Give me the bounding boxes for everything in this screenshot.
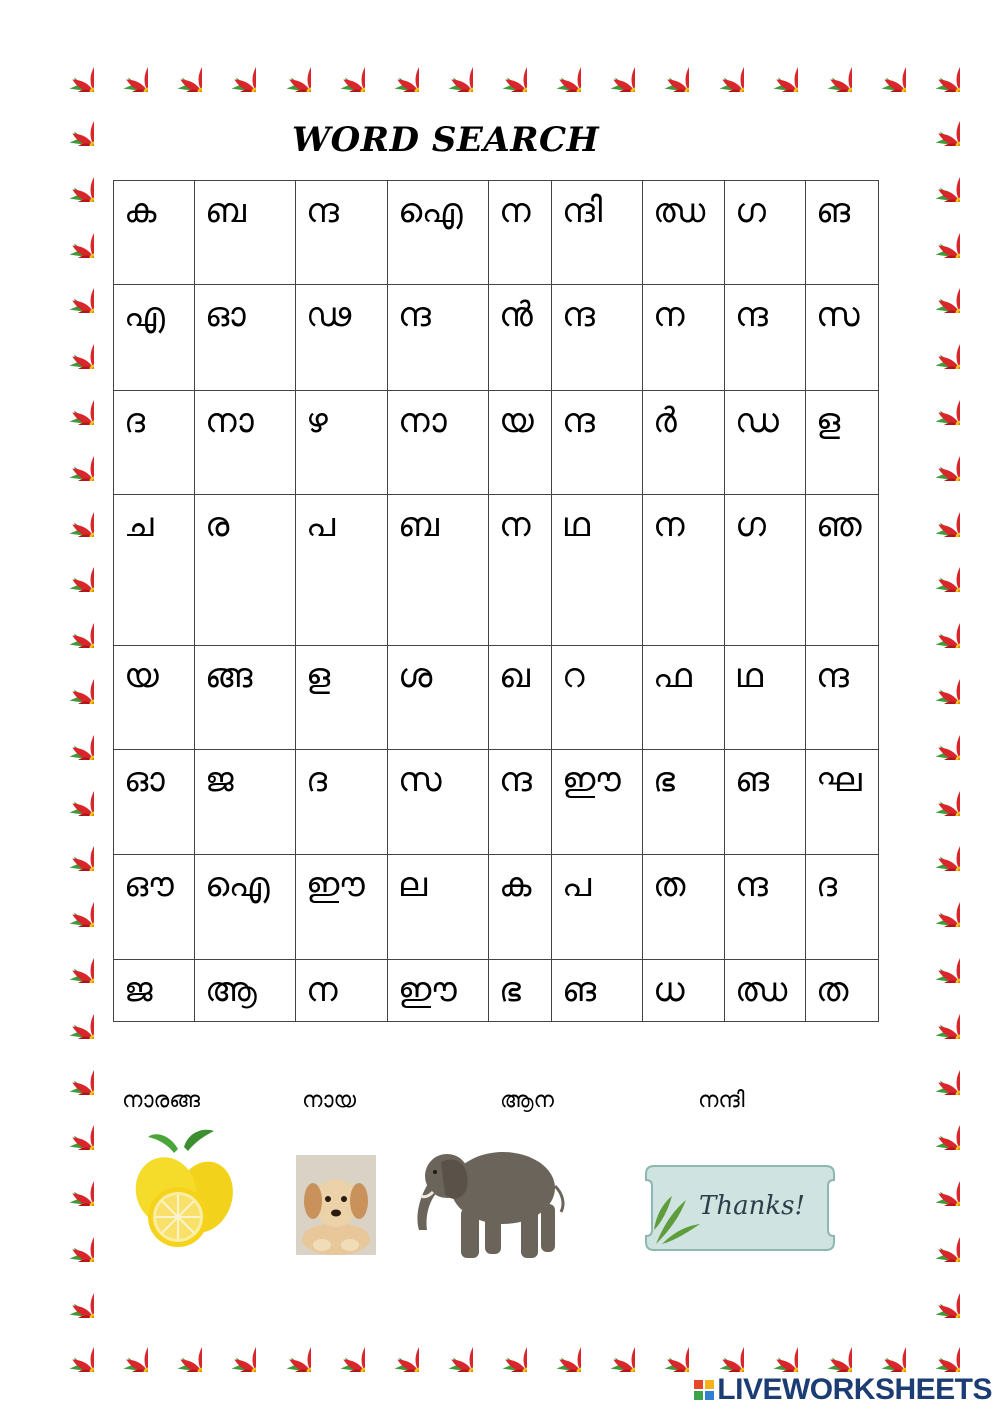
poinsettia-flower-icon [311, 38, 365, 92]
grid-cell[interactable]: ജ [114, 959, 195, 1021]
poinsettia-flower-icon [906, 1041, 960, 1095]
word-label: നന്ദി [698, 1088, 745, 1113]
grid-cell[interactable]: ഈ [552, 749, 643, 854]
poinsettia-flower-icon [40, 1264, 94, 1318]
grid-cell[interactable]: ന്ദ [552, 285, 643, 390]
grid-cell[interactable]: ന്ദ [725, 855, 806, 959]
poinsettia-flower-icon [40, 1096, 94, 1150]
grid-cell[interactable]: ഢ [296, 285, 388, 390]
poinsettia-flower-icon [906, 1152, 960, 1206]
poinsettia-flower-icon [40, 1041, 94, 1095]
grid-cell[interactable]: ഓ [114, 749, 195, 854]
grid-cell[interactable]: ഝ [725, 959, 806, 1021]
grid-cell[interactable]: ഈ [388, 959, 489, 1021]
poinsettia-flower-icon [40, 92, 94, 146]
poinsettia-flower-icon [40, 650, 94, 704]
grid-cell[interactable]: ധ [643, 959, 725, 1021]
poinsettia-flower-icon [635, 38, 689, 92]
grid-cell[interactable]: ങ [806, 181, 879, 285]
thanks-card-icon [640, 1160, 840, 1256]
poinsettia-flower-icon [906, 315, 960, 369]
poinsettia-flower-icon [94, 1318, 148, 1372]
poinsettia-flower-icon [906, 817, 960, 871]
poinsettia-flower-icon [40, 483, 94, 537]
poinsettia-flower-icon [690, 1318, 744, 1372]
grid-cell[interactable]: ബ [195, 181, 296, 285]
poinsettia-flower-icon [906, 762, 960, 816]
grid-cell[interactable]: ന്ദ [489, 749, 552, 854]
poinsettia-flower-icon [257, 1318, 311, 1372]
poinsettia-flower-icon [148, 38, 202, 92]
poinsettia-flower-icon [365, 1318, 419, 1372]
grid-row [114, 181, 879, 285]
grid-cell[interactable]: ഥ [552, 495, 643, 646]
poinsettia-flower-icon [798, 38, 852, 92]
grid-cell[interactable]: ഫ [643, 645, 725, 749]
grid-cell[interactable]: ത [643, 855, 725, 959]
poinsettia-flower-icon [906, 38, 960, 92]
grid-cell[interactable]: ങ [725, 749, 806, 854]
flower-border-right [906, 92, 960, 1318]
grid-cell[interactable]: ഝ [643, 181, 725, 285]
poinsettia-flower-icon [635, 1318, 689, 1372]
poinsettia-flower-icon [40, 371, 94, 425]
grid-cell[interactable]: ഭ [643, 749, 725, 854]
grid-cell[interactable]: ച [114, 495, 195, 646]
word-label: നായ [302, 1088, 357, 1113]
poinsettia-flower-icon [257, 38, 311, 92]
poinsettia-flower-icon [40, 594, 94, 648]
poinsettia-flower-icon [527, 1318, 581, 1372]
poinsettia-flower-icon [906, 594, 960, 648]
grid-cell[interactable]: ദ [806, 855, 879, 959]
poinsettia-flower-icon [906, 1318, 960, 1372]
word-search-grid [113, 180, 879, 1022]
poinsettia-flower-icon [906, 706, 960, 760]
poinsettia-flower-icon [581, 1318, 635, 1372]
grid-row [114, 749, 879, 854]
poinsettia-flower-icon [40, 985, 94, 1039]
poinsettia-flower-icon [852, 38, 906, 92]
poinsettia-flower-icon [690, 38, 744, 92]
poinsettia-flower-icon [906, 929, 960, 983]
grid-cell[interactable]: ഗ [725, 495, 806, 646]
flower-border-bottom [40, 1318, 960, 1372]
poinsettia-flower-icon [906, 985, 960, 1039]
grid-cell[interactable]: ന [489, 181, 552, 285]
grid-cell[interactable]: സ [388, 749, 489, 854]
grid-row [114, 285, 879, 390]
grid-cell[interactable]: ഐ [195, 855, 296, 959]
poinsettia-flower-icon [906, 1096, 960, 1150]
grid-cell[interactable]: ത [806, 959, 879, 1021]
grid-cell[interactable]: റ [552, 645, 643, 749]
poinsettia-flower-icon [906, 1264, 960, 1318]
liveworksheets-logo [694, 1373, 992, 1407]
poinsettia-flower-icon [40, 204, 94, 258]
grid-cell[interactable]: ന്ദ [552, 390, 643, 494]
grid-row [114, 959, 879, 1021]
grid-cell[interactable]: ഗ [725, 181, 806, 285]
poinsettia-flower-icon [40, 1152, 94, 1206]
grid-cell[interactable]: ന്ദ [806, 645, 879, 749]
grid-cell[interactable]: ന്ദ [725, 285, 806, 390]
grid-cell[interactable]: ഘ [806, 749, 879, 854]
poinsettia-flower-icon [906, 873, 960, 927]
logo-text: LIVEWORKSHEETS [717, 1373, 992, 1406]
poinsettia-flower-icon [581, 38, 635, 92]
poinsettia-flower-icon [202, 1318, 256, 1372]
grid-cell[interactable]: ൻ [489, 285, 552, 390]
liveworksheets-logo-icon [694, 1380, 714, 1400]
poinsettia-flower-icon [365, 38, 419, 92]
poinsettia-flower-icon [906, 483, 960, 537]
grid-cell[interactable]: ന്ദ [388, 285, 489, 390]
word-label: ആന [500, 1088, 554, 1113]
poinsettia-flower-icon [40, 315, 94, 369]
poinsettia-flower-icon [40, 817, 94, 871]
grid-cell[interactable]: ങ [552, 959, 643, 1021]
poinsettia-flower-icon [40, 259, 94, 313]
grid-cell[interactable]: ർ [643, 390, 725, 494]
grid-cell[interactable]: ഭ [489, 959, 552, 1021]
poinsettia-flower-icon [419, 1318, 473, 1372]
poinsettia-flower-icon [906, 371, 960, 425]
poinsettia-flower-icon [148, 1318, 202, 1372]
grid-cell[interactable]: ഔ [114, 855, 195, 959]
grid-cell[interactable]: പ [296, 495, 388, 646]
poinsettia-flower-icon [906, 1208, 960, 1262]
poinsettia-flower-icon [40, 929, 94, 983]
poinsettia-flower-icon [744, 38, 798, 92]
grid-cell[interactable]: ഞ [806, 495, 879, 646]
poinsettia-flower-icon [311, 1318, 365, 1372]
grid-row [114, 495, 879, 646]
grid-cell[interactable]: ങ്ങ [195, 645, 296, 749]
grid-row [114, 855, 879, 959]
poinsettia-flower-icon [527, 38, 581, 92]
grid-cell[interactable]: ന [643, 285, 725, 390]
poinsettia-flower-icon [40, 1318, 94, 1372]
grid-cell[interactable]: ല [388, 855, 489, 959]
poinsettia-flower-icon [40, 148, 94, 202]
poinsettia-flower-icon [798, 1318, 852, 1372]
poinsettia-flower-icon [906, 650, 960, 704]
poinsettia-flower-icon [744, 1318, 798, 1372]
grid-cell[interactable]: ബ [388, 495, 489, 646]
grid-cell[interactable]: ന [643, 495, 725, 646]
grid-row [114, 645, 879, 749]
poinsettia-flower-icon [40, 538, 94, 592]
poinsettia-flower-icon [473, 1318, 527, 1372]
grid-cell[interactable]: ഡ [725, 390, 806, 494]
poinsettia-flower-icon [202, 38, 256, 92]
grid-cell[interactable]: ഓ [195, 285, 296, 390]
poinsettia-flower-icon [40, 706, 94, 760]
grid-cell[interactable]: ക [114, 181, 195, 285]
grid-cell[interactable]: ദ [296, 749, 388, 854]
poinsettia-flower-icon [40, 873, 94, 927]
grid-cell[interactable]: ഈ [296, 855, 388, 959]
poinsettia-flower-icon [40, 38, 94, 92]
grid-cell[interactable]: സ [806, 285, 879, 390]
grid-cell[interactable]: ശ [388, 645, 489, 749]
lemon-icon [126, 1125, 236, 1253]
grid-cell[interactable]: ന്ദി [552, 181, 643, 285]
grid-cell[interactable]: ജ [195, 749, 296, 854]
grid-cell[interactable]: ഐ [388, 181, 489, 285]
grid-cell[interactable]: നാ [195, 390, 296, 494]
poinsettia-flower-icon [40, 762, 94, 816]
grid-cell[interactable]: ആ [195, 959, 296, 1021]
grid-cell[interactable]: ഥ [725, 645, 806, 749]
word-label: നാരങ്ങ [122, 1088, 200, 1113]
flower-border-top [40, 38, 960, 92]
puppy-icon [296, 1155, 376, 1255]
grid-cell[interactable]: ന [489, 495, 552, 646]
grid-cell[interactable]: ക [489, 855, 552, 959]
page-title: WORD SEARCH [292, 120, 600, 160]
poinsettia-flower-icon [473, 38, 527, 92]
poinsettia-flower-icon [40, 1208, 94, 1262]
grid-cell[interactable]: ഴ [296, 390, 388, 494]
grid-cell[interactable]: ള [296, 645, 388, 749]
flower-border-left [40, 92, 94, 1318]
grid-cell[interactable]: യ [489, 390, 552, 494]
grid-cell[interactable]: പ [552, 855, 643, 959]
poinsettia-flower-icon [906, 204, 960, 258]
poinsettia-flower-icon [906, 148, 960, 202]
poinsettia-flower-icon [906, 538, 960, 592]
poinsettia-flower-icon [94, 38, 148, 92]
grid-row [114, 390, 879, 494]
thanks-card-text: Thanks! [699, 1191, 805, 1221]
grid-cell[interactable]: ന്ദ [296, 181, 388, 285]
grid-cell[interactable]: യ [114, 645, 195, 749]
elephant-icon [405, 1138, 570, 1268]
poinsettia-flower-icon [419, 38, 473, 92]
grid-cell[interactable]: ര [195, 495, 296, 646]
grid-cell[interactable]: ദ [114, 390, 195, 494]
grid-cell[interactable]: ള [806, 390, 879, 494]
poinsettia-flower-icon [906, 427, 960, 481]
grid-cell[interactable]: എ [114, 285, 195, 390]
grid-cell[interactable]: നാ [388, 390, 489, 494]
poinsettia-flower-icon [40, 427, 94, 481]
poinsettia-flower-icon [852, 1318, 906, 1372]
poinsettia-flower-icon [906, 92, 960, 146]
grid-cell[interactable]: ന [296, 959, 388, 1021]
grid-cell[interactable]: ഖ [489, 645, 552, 749]
poinsettia-flower-icon [906, 259, 960, 313]
